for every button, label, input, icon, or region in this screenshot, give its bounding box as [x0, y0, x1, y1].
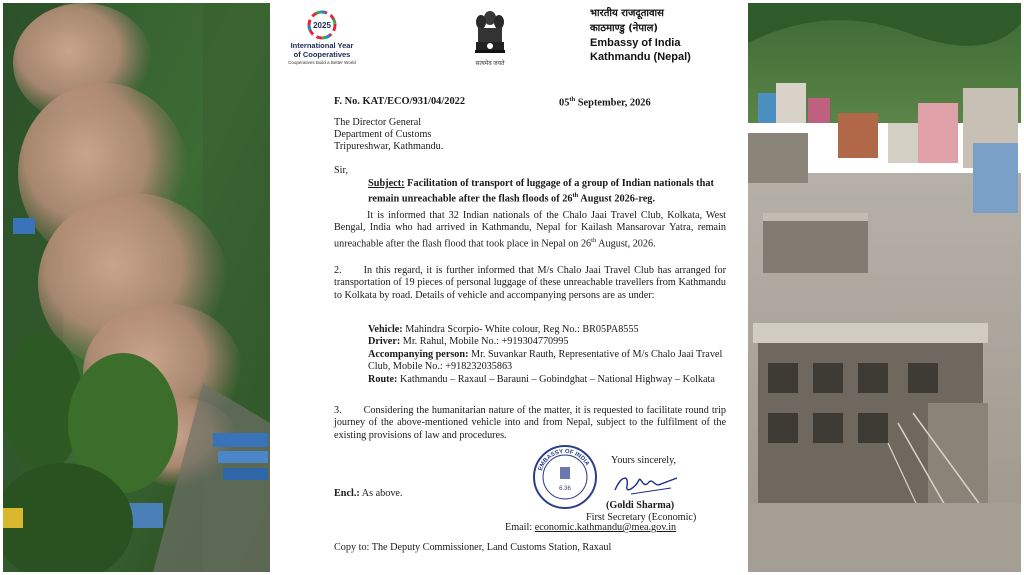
signer-name: (Goldi Sharma) — [606, 500, 675, 511]
address-line: Tripureshwar, Kathmandu. — [334, 141, 444, 153]
iyc-title: International Year of Cooperatives — [290, 41, 354, 59]
enclosure: Encl.: As above. — [334, 488, 403, 499]
subject-line: Subject: Facilitation of transport of luggage of a group of Indian nationals that remain unreachable after the flash floods of 26th August 2026-reg. — [368, 178, 714, 205]
signer-designation: First Secretary (Economic) — [586, 512, 697, 523]
embassy-seal-stamp — [531, 443, 599, 511]
detail-accompanying-person: Accompanying person: Mr. Suvankar Rauth, Representative of M/s Chalo Jaai Travel Club, Mobile No.: +918232035863 — [368, 348, 723, 373]
flood-damage-photo — [748, 3, 1021, 572]
copy-to: Copy to: The Deputy Commissioner, Land Customs Station, Raxaul — [334, 542, 612, 553]
svg-text:6.36: 6.36 — [559, 486, 571, 492]
detail-driver: Driver: Mr. Rahul, Mobile No.: +919304770995 — [368, 336, 569, 348]
national-emblem — [469, 8, 511, 67]
paragraph-2: 2. In this regard, it is further informed that M/s Chalo Jaai Travel Club has arranged for transportation of 19 pieces of personal luggage of these unreachable travellers from Kathmandu to Kolkata by road. Details of vehicle and accompanying persons are as under: — [334, 265, 726, 301]
svg-text:2025: 2025 — [313, 21, 331, 30]
embassy-letter — [278, 0, 740, 575]
landslide-photo — [3, 3, 270, 572]
iyc-tagline: Cooperatives Build a Better World — [288, 60, 356, 65]
emblem-motto: सत्यमेव जयते — [475, 61, 505, 67]
salutation: Sir, — [334, 165, 349, 176]
embassy-english-name: Embassy of India — [590, 37, 681, 49]
iyc-logo — [282, 10, 362, 65]
email-link[interactable]: economic.kathmandu@mea.gov.in — [534, 522, 677, 533]
embassy-hindi-name: भारतीय राजदूतावास — [590, 8, 664, 19]
address-line: Department of Customs — [334, 129, 432, 141]
paragraph-3: 3. Considering the humanitarian nature of the matter, it is requested to facilitate round trip journey of the above-mentioned vehicle into and from Nepal, subject to the fulfilment of the existing provisions of law and procedures. — [334, 405, 726, 441]
email-line: Email: economic.kathmandu@mea.gov.in — [505, 522, 677, 533]
embassy-header — [590, 6, 735, 64]
paragraph-1: It is informed that 32 Indian nationals of the Chalo Jaai Travel Club, Kolkata, West Bengal, India who had arrived in Kathmandu, Nepal for Kailash Mansarovar Yatra, remain unreachable after the flash flood that took place in Nepal on 26th August, 2026. — [334, 210, 726, 250]
address-line: The Director General — [334, 117, 422, 128]
detail-vehicle: Vehicle: Mahindra Scorpio- White colour, Reg No.: BR05PA8555 — [368, 324, 639, 335]
embassy-english-location: Kathmandu (Nepal) — [590, 51, 691, 63]
embassy-hindi-location: काठमाण्डु (नेपाल) — [590, 23, 658, 34]
letter-date: 05th September, 2026 — [559, 96, 651, 109]
reference-number: F. No. KAT/ECO/931/04/2022 — [334, 96, 466, 107]
vehicle-details — [368, 324, 728, 386]
svg-text:Goldi: Goldi — [617, 482, 620, 483]
iyc-wreath-icon — [302, 10, 342, 40]
closing: Yours sincerely, — [611, 455, 677, 466]
recipient-address — [334, 117, 443, 154]
lion-capital-emblem-icon — [473, 8, 507, 58]
handwritten-signature — [611, 468, 681, 498]
svg-text:EMBASSY OF INDIA: EMBASSY OF INDIA — [537, 448, 590, 472]
detail-route: Route: Kathmandu – Raxaul – Barauni – Gobindghat – National Highway – Kolkata — [368, 373, 715, 385]
